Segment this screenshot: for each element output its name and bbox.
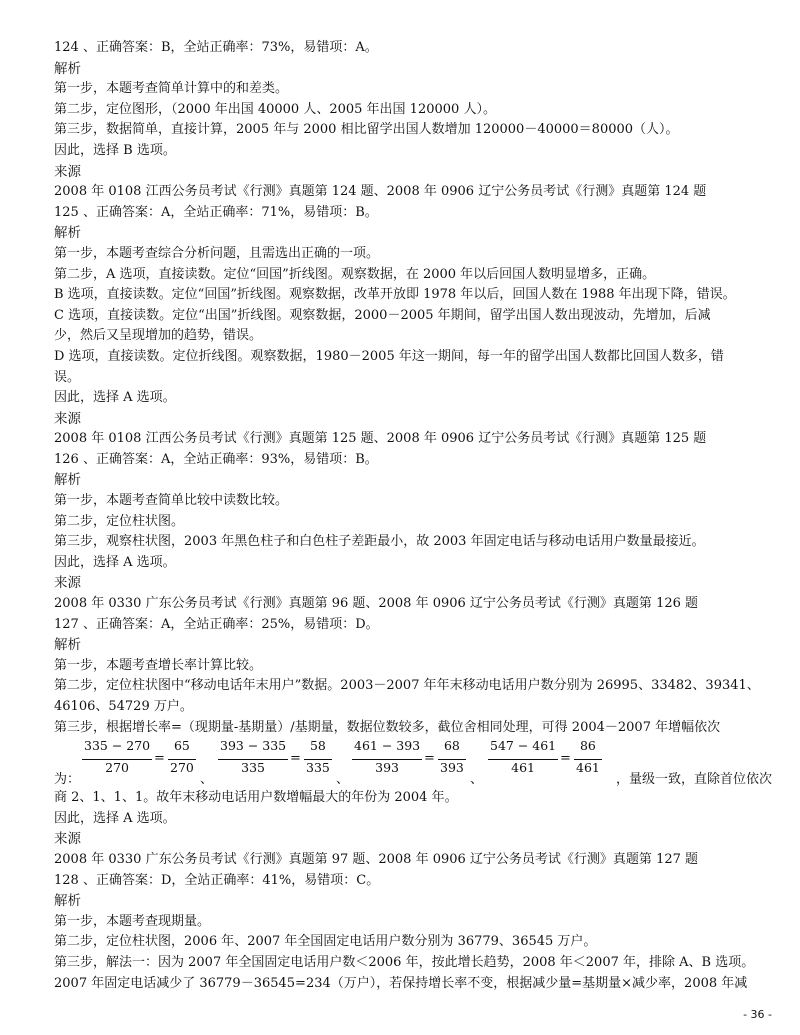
- fraction-4a: $\frac{547 - 461}{461}$: [490, 738, 557, 776]
- text-line: 第二步，A 选项，直接读数。定位“回国”折线图。观察数据，在 2000 年以后回国人数明显增多，正确。: [54, 266, 656, 282]
- separator: 、: [470, 772, 484, 788]
- text-line: 第二步，定位柱状图中“移动电话年末用户”数据。2003－2007 年年末移动电话用户数分别为 26995、33482、39341、: [54, 678, 760, 694]
- text-line: 解析: [54, 472, 81, 489]
- page-number: - 36 -: [743, 1008, 772, 1021]
- text-line: 第三步，根据增长率=（现期量-基期量）/基期量，数据位数较多，截位舍相同处理，可得 2004－2007 年增幅依次: [54, 719, 721, 735]
- text-line: 第三步，解法一：因为 2007 年全国固定电话用户数＜2006 年，按此增长趋势，2008 年＜2007 年，排除 A、B 选项。: [54, 954, 755, 970]
- text-line: 解析: [54, 637, 81, 654]
- text-line: 2008 年 0330 广东公务员考试《行测》真题第 97 题、2008 年 0906 辽宁公务员考试《行测》真题第 127 题: [54, 851, 699, 867]
- text-line: 第一步，本题考查简单比较中读数比较。: [54, 493, 289, 509]
- text-line: 127 、正确答案：A，全站正确率：25%，易错项：D。: [54, 616, 379, 632]
- text-line: 第二步，定位图形，（2000 年出国 40000 人、2005 年出国 120000 人）。: [54, 101, 496, 117]
- text-line: 125 、正确答案：A，全站正确率：71%，易错项：B。: [54, 204, 378, 220]
- fraction-1b: $\frac{65}{270}$: [170, 738, 194, 776]
- fraction-suffix: ，量级一致，直除首位依次: [616, 772, 773, 788]
- text-line: 第一步，本题考查增长率计算比较。: [54, 657, 263, 673]
- text-line: D 选项，直接读数。定位折线图。观察数据，1980－2005 年这一期间，每一年的留学出国人数都比回国人数多，错: [54, 348, 724, 364]
- text-line: C 选项，直接读数。定位“出国”折线图。观察数据，2000－2005 年期间，留学出国人数出现波动，先增加，后减: [54, 307, 711, 323]
- text-line: 第一步，本题考查现期量。: [54, 913, 211, 929]
- text-line: 解析: [54, 893, 81, 910]
- text-line: 少，然后又呈现增加的趋势，错误。: [54, 328, 263, 344]
- text-line: 因此，选择 A 选项。: [54, 554, 176, 570]
- text-line: 第二步，定位柱状图。: [54, 513, 185, 529]
- text-block-a: [54, 38, 774, 738]
- fraction-prefix: 为：: [54, 772, 81, 788]
- equals-sign: =: [154, 751, 165, 767]
- text-line: 来源: [54, 410, 81, 427]
- fraction-2b: $\frac{58}{335}$: [306, 738, 330, 776]
- fraction-row: [54, 738, 774, 788]
- fraction-4b: $\frac{86}{461}$: [576, 738, 600, 776]
- text-line: 第三步，观察柱状图，2003 年黑色柱子和白色柱子差距最小，故 2003 年固定电话与移动电话用户数量最接近。: [54, 534, 705, 550]
- separator: 、: [336, 772, 350, 788]
- text-line: 解析: [54, 60, 81, 77]
- text-line: 2007 年固定电话减少了 36779－36545=234（万户），若保持增长率不变，根据减少量=基期量×减少率，2008 年减: [54, 975, 748, 991]
- separator: 、: [200, 772, 214, 788]
- document-body: [54, 38, 774, 994]
- text-block-b: [54, 788, 774, 994]
- equals-sign: =: [290, 751, 301, 767]
- text-line: 第二步，定位柱状图，2006 年、2007 年全国固定电话用户数分别为 36779、36545 万户。: [54, 934, 597, 950]
- text-line: 来源: [54, 831, 81, 848]
- fraction-2a: $\frac{393 - 335}{335}$: [220, 738, 287, 776]
- fraction-3a: $\frac{461 - 393}{393}$: [354, 738, 421, 776]
- text-line: 因此，选择 A 选项。: [54, 390, 176, 406]
- text-line: 46106、54729 万户。: [54, 699, 193, 714]
- text-line: 124 、正确答案：B，全站正确率：73%，易错项：A。: [54, 40, 378, 55]
- equals-sign: =: [424, 751, 435, 767]
- text-line: 误。: [54, 369, 81, 385]
- text-line: 商 2、1、1、1。故年末移动电话用户数增幅最大的年份为 2004 年。: [54, 790, 458, 806]
- fraction-3b: $\frac{68}{393}$: [440, 738, 464, 776]
- equals-sign: =: [560, 751, 571, 767]
- text-line: 第一步，本题考查综合分析问题，且需选出正确的一项。: [54, 245, 380, 261]
- text-line: 2008 年 0108 江西公务员考试《行测》真题第 124 题、2008 年 0906 辽宁公务员考试《行测》真题第 124 题: [54, 184, 707, 200]
- text-line: 第三步，数据简单，直接计算，2005 年与 2000 相比留学出国人数增加 120000－40000＝80000（人）。: [54, 122, 679, 138]
- text-line: 2008 年 0108 江西公务员考试《行测》真题第 125 题、2008 年 0906 辽宁公务员考试《行测》真题第 125 题: [54, 431, 707, 447]
- text-line: 来源: [54, 575, 81, 592]
- text-line: B 选项，直接读数。定位“回国”折线图。观察数据，改革开放即 1978 年以后，回国人数在 1988 年出现下降，错误。: [54, 287, 736, 303]
- text-line: 2008 年 0330 广东公务员考试《行测》真题第 96 题、2008 年 0906 辽宁公务员考试《行测》真题第 126 题: [54, 596, 699, 612]
- text-line: 126 、正确答案：A，全站正确率：93%，易错项：B。: [54, 451, 378, 467]
- text-line: 128 、正确答案：D，全站正确率：41%，易错项：C。: [54, 872, 380, 888]
- text-line: 第一步，本题考查简单计算中的和差类。: [54, 81, 289, 97]
- fraction-1a: $\frac{335 - 270}{270}$: [84, 738, 151, 776]
- text-line: 来源: [54, 163, 81, 180]
- text-line: 因此，选择 A 选项。: [54, 810, 176, 826]
- text-line: 因此，选择 B 选项。: [54, 142, 176, 158]
- text-line: 解析: [54, 225, 81, 242]
